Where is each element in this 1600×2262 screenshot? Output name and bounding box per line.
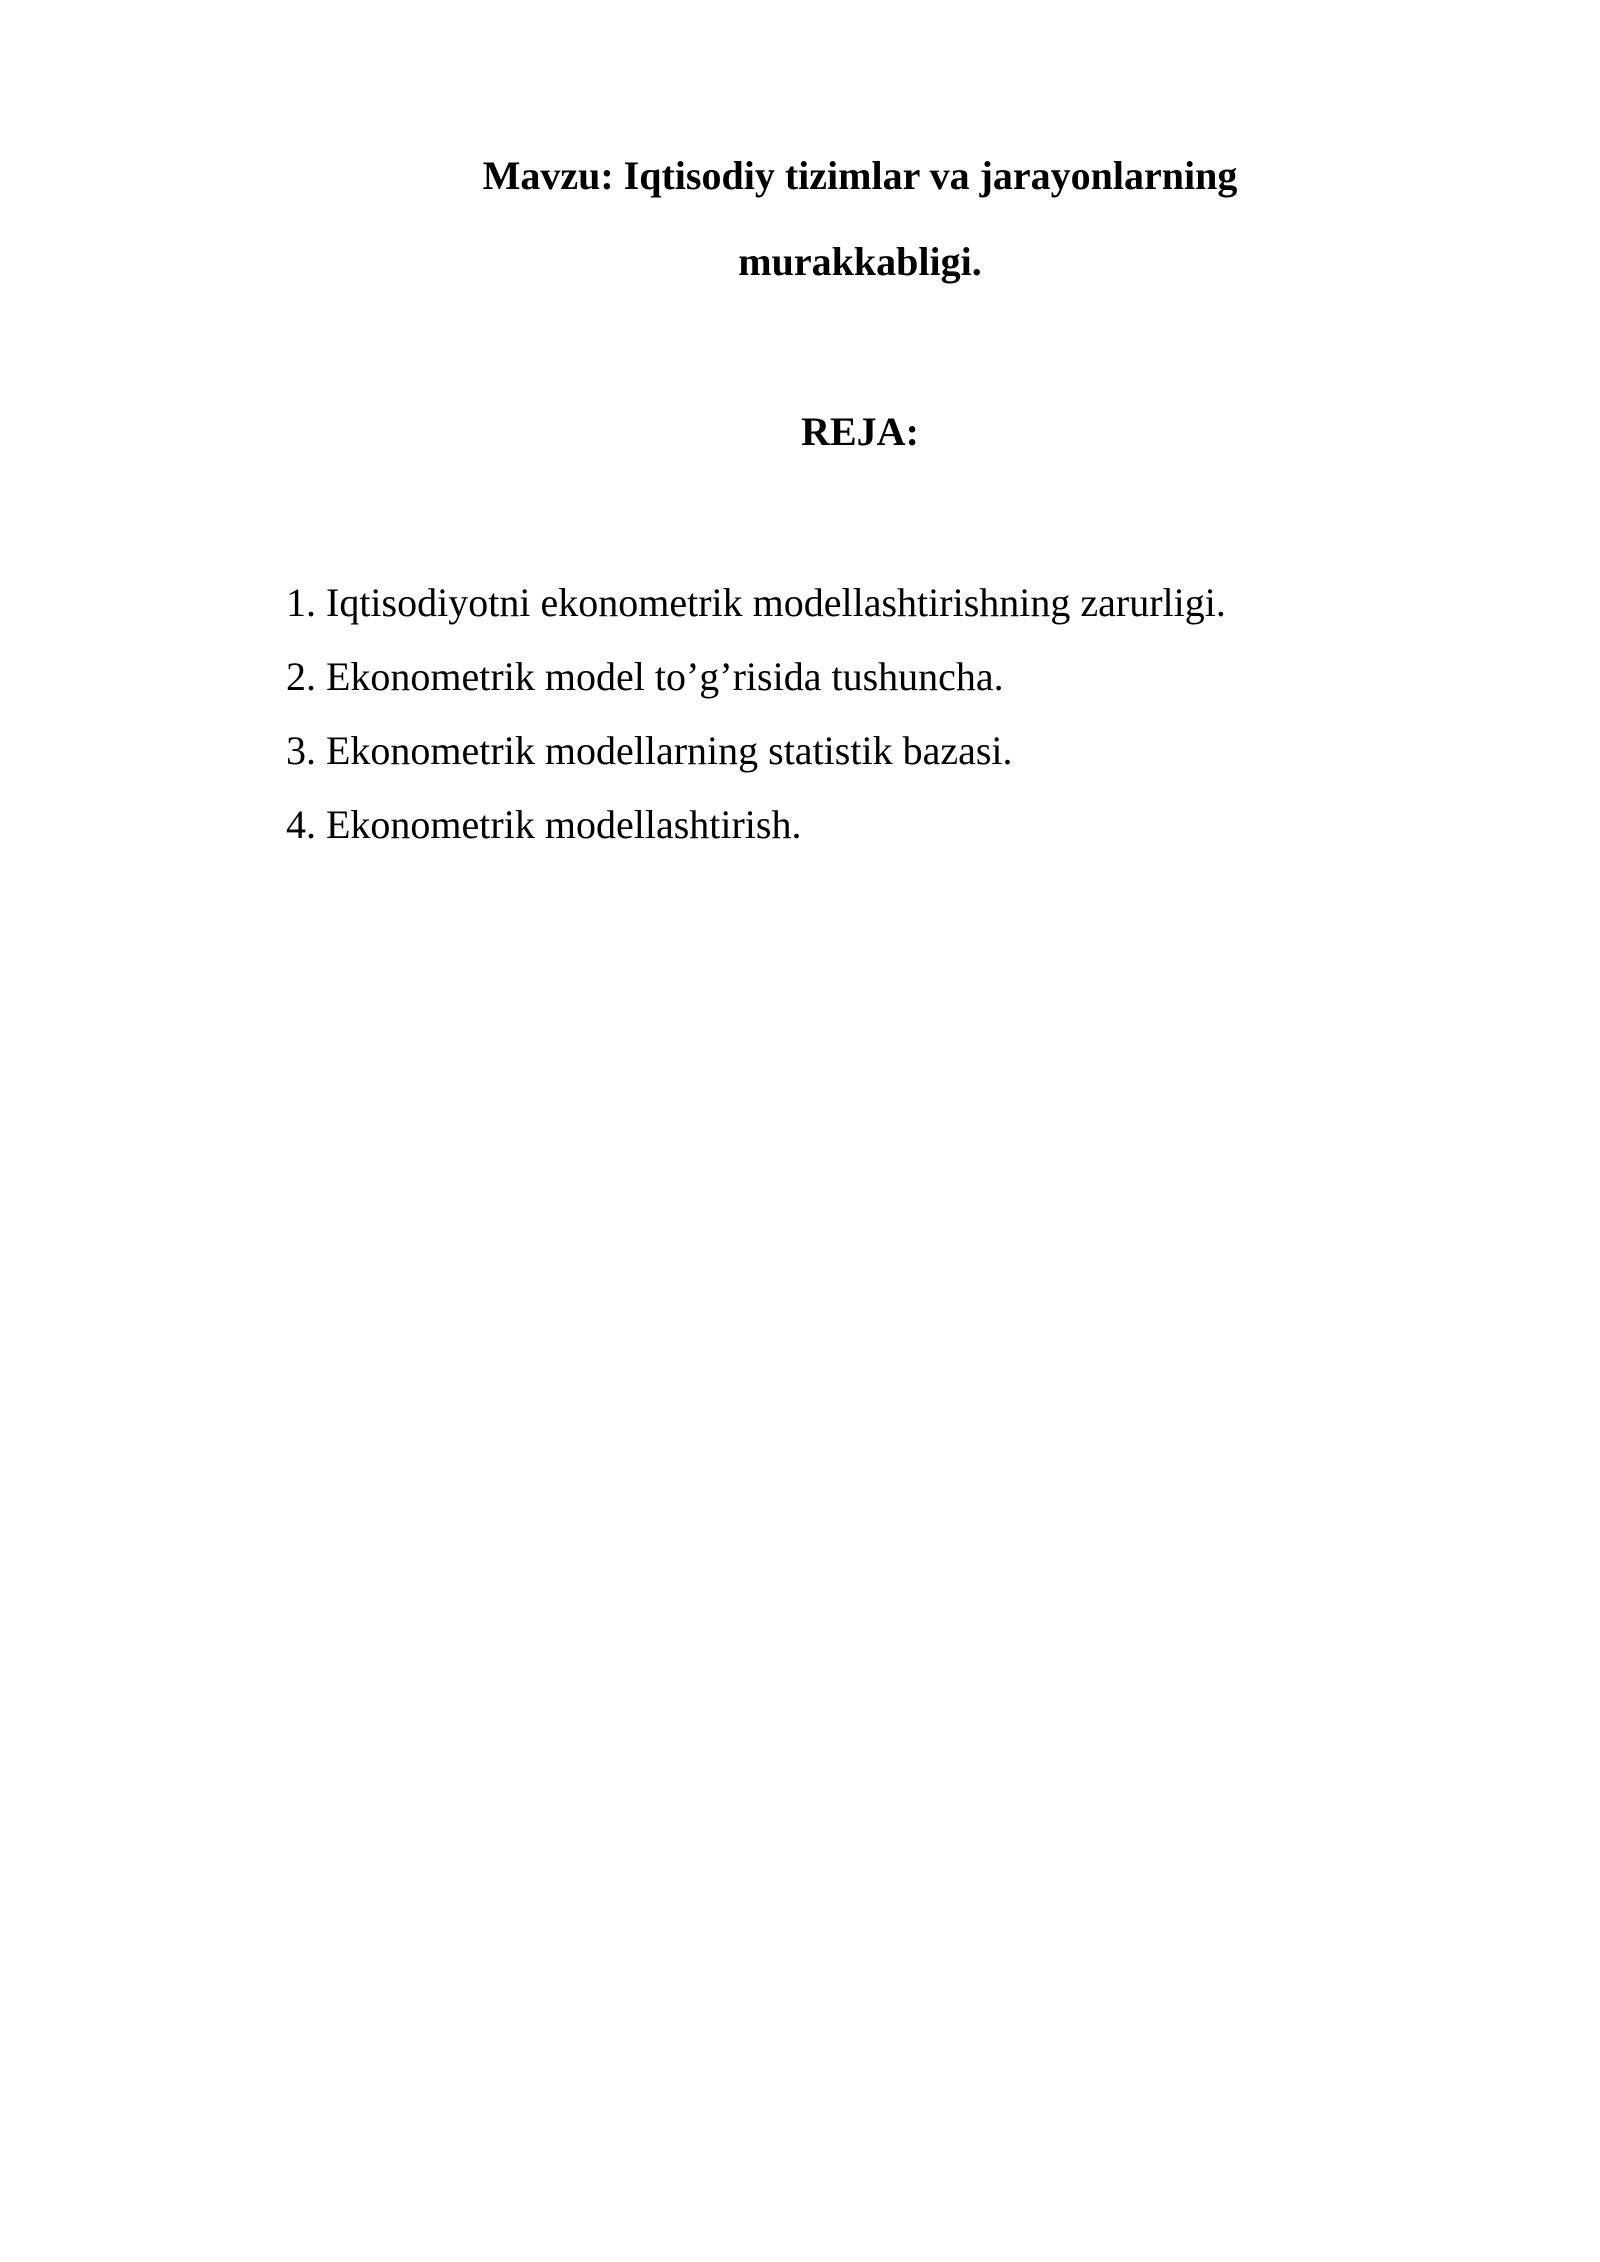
plan-list bbox=[286, 566, 1386, 862]
plan-heading: REJA: bbox=[801, 409, 919, 454]
plan-item-text: Ekonometrik model to’g’risida tushuncha. bbox=[326, 654, 1004, 699]
plan-item-2 bbox=[286, 640, 1386, 714]
plan-item-number: 1. bbox=[286, 580, 316, 625]
plan-item-3 bbox=[286, 714, 1386, 788]
plan-item-text: Ekonometrik modellashtirish. bbox=[326, 802, 802, 847]
plan-item-1 bbox=[286, 566, 1386, 640]
plan-item-4 bbox=[286, 788, 1386, 862]
topic-title-line-1: Mavzu: Iqtisodiy tizimlar va jarayonlarning bbox=[482, 153, 1238, 198]
plan-item-text: Iqtisodiyotni ekonometrik modellashtirishning zarurligi. bbox=[326, 580, 1226, 625]
plan-item-number: 3. bbox=[286, 728, 316, 773]
topic-title-line-2: murakkabligi. bbox=[738, 239, 982, 284]
plan-item-text: Ekonometrik modellarning statistik bazasi. bbox=[326, 728, 1013, 773]
plan-item-number: 2. bbox=[286, 654, 316, 699]
plan-item-number: 4. bbox=[286, 802, 316, 847]
